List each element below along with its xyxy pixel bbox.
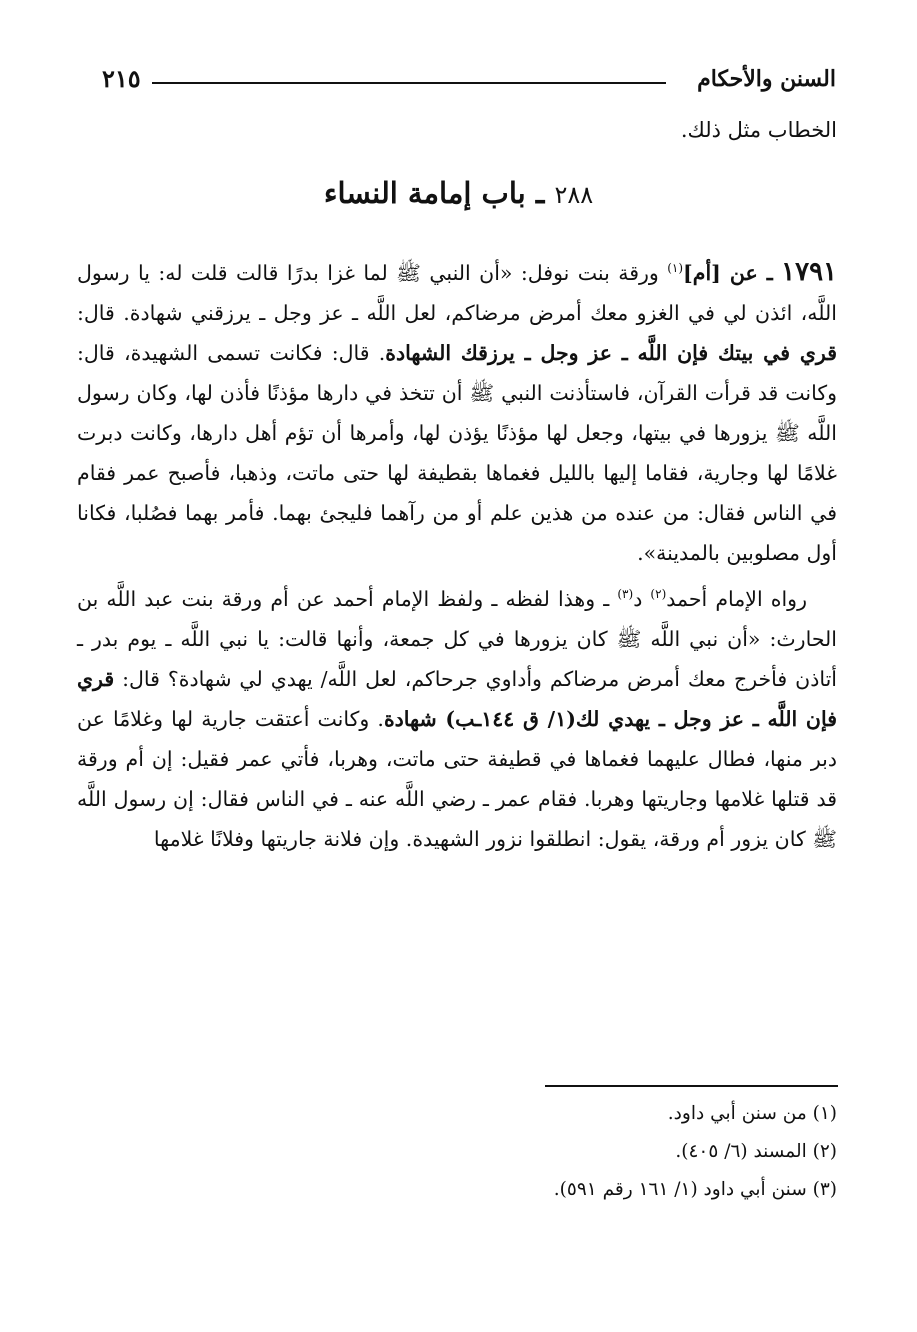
chapter-title: باب إمامة النساء <box>323 176 526 210</box>
page-header <box>102 62 836 102</box>
commentary-bold-quote-2: شهادة <box>383 707 446 731</box>
hadith-text-part2: ورقة بنت نوفل: «أن النبي ﷺ لما غزا بدرًا قالت قلت له: يا رسول اللَّه، ائذن لي في الغزو معك أمرض مرضاكم، لعل اللَّه ـ عز وجل ـ يرزقني شهادة. قال: <box>77 261 837 325</box>
footnote-ref-3: (٣) <box>617 587 634 602</box>
chapter-heading <box>0 176 917 210</box>
running-title: السنن والأحكام <box>697 66 836 92</box>
footnote-ref-1: (١) <box>667 261 684 276</box>
footnotes <box>97 1095 837 1209</box>
main-text <box>77 252 837 859</box>
header-rule <box>152 82 666 84</box>
hadith-bold-quote: قري في بيتك فإن اللَّه ـ عز وجل ـ يرزقك الشهادة <box>385 341 837 365</box>
commentary-bold-quote-1: قري فإن اللَّه ـ عز وجل ـ يهدي لك <box>77 667 838 731</box>
manuscript-margin-reference: (١/ ق ١٤٤ـب) <box>445 707 576 731</box>
footnote-3: (٣) سنن أبي داود (١/ ١٦١ رقم ٥٩١). <box>553 1179 837 1200</box>
footnote-ref-2: (٢) <box>650 587 667 602</box>
footnote-divider <box>545 1085 838 1087</box>
commentary-paragraph <box>77 579 837 859</box>
chapter-separator: ـ <box>535 176 545 210</box>
commentary-text-part1: رواه الإمام أحمد <box>666 587 807 611</box>
footnote-2: (٢) المسند (٦/ ٤٠٥). <box>675 1141 837 1162</box>
footnote-1: (١) من سنن أبي داود. <box>667 1103 837 1124</box>
hadith-text-part3: . قال: فكانت تسمى الشهيدة، قال: وكانت قد قرأت القرآن، فاستأذنت النبي ﷺ أن تتخذ في دارها مؤذنًا فأذن لها، وكان رسول اللَّه ﷺ يزورها في بيتها، وجعل لها مؤذنًا يؤذن لها، وأمرها أن تؤم أهل دارها، وكانت دبرت غلامًا لها وجارية، فقاما إليها بالليل فغماها بقطيفة لها حتى ماتت، وذهبا، فأصبح عمر فقام في الناس فقال: من عنده من هذين علم أو من رآهما فليجئ بهما. فأمر بهما فصُلبا، فكانا أول مصلوبين بالمدينة». <box>77 341 837 565</box>
hadith-text-part1: ـ عن [أم] <box>683 261 773 285</box>
chapter-number: ٢٨٨ <box>554 181 594 209</box>
commentary-text-part4: . وكانت أعتقت جارية لها وغلامًا عن دبر منها، فطال عليهما فغماها في قطيفة حتى ماتت، وهربا، فأتي عمر فقيل: إن أم ورقة قد قتلها غلامها وجاريتها وهربا. فقام عمر ـ رضي اللَّه عنه ـ في الناس فقال: إن رسول اللَّه ﷺ كان يزور أم ورقة، يقول: انطلقوا نزور الشهيدة. وإن فلانة جاريتها وفلانًا غلامها <box>77 707 837 851</box>
commentary-text-part3: ـ وهذا لفظه ـ ولفظ الإمام أحمد عن أم ورقة بنت عبد اللَّه بن الحارث: «أن نبي اللَّه ﷺ كان يزورها في كل جمعة، وأنها قالت: يا نبي اللَّه ـ يوم بدر ـ أتاذن فأخرج معك أمرض مرضاكم وأداوي جرحاكم، لعل اللَّه/ يهدي لي شهادة؟ قال: <box>77 587 837 691</box>
hadith-number: ١٧٩١ <box>781 257 837 287</box>
hadith-paragraph <box>77 252 837 573</box>
page-number: ٢١٥ <box>102 64 141 93</box>
commentary-text-part2: د <box>633 587 651 611</box>
carried-over-line: الخطاب مثل ذلك. <box>680 118 837 142</box>
